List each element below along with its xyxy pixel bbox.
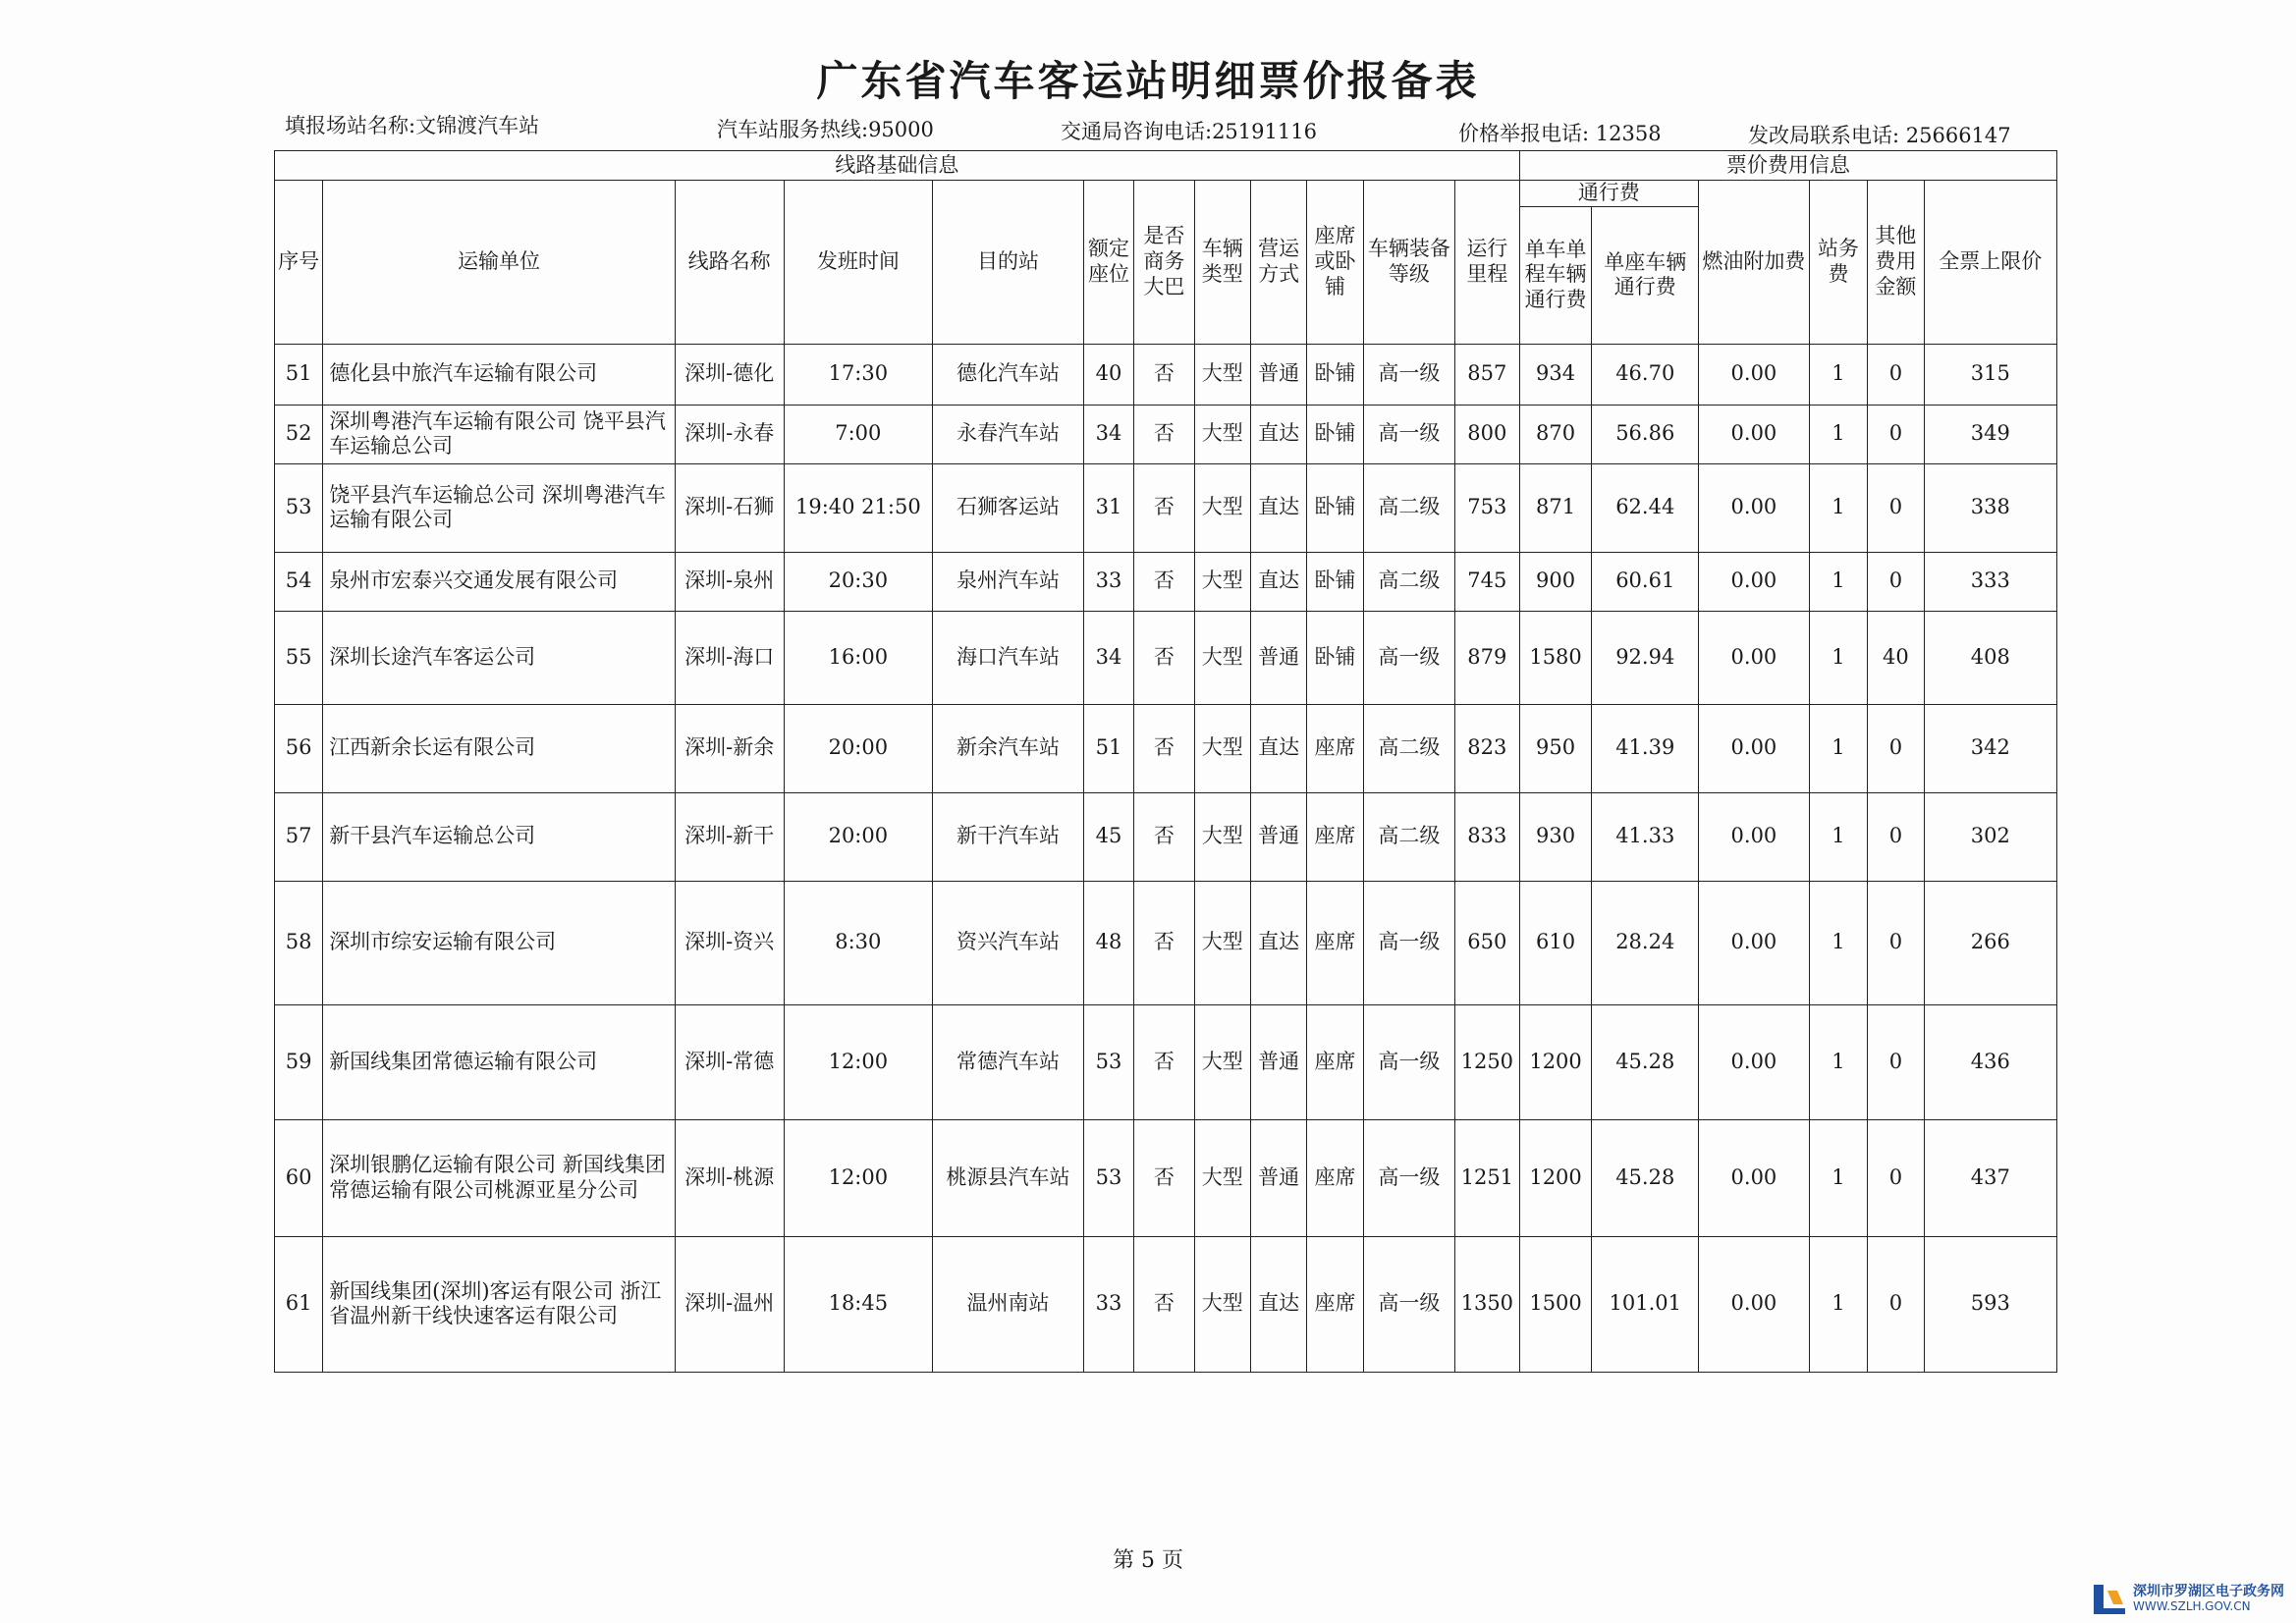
cell-departure: 19:40 21:50	[784, 463, 933, 552]
cell-service: 直达	[1250, 704, 1306, 792]
cell-departure: 12:00	[784, 1119, 933, 1236]
cell-toll-vehicle: 1580	[1519, 611, 1592, 704]
cell-other: 0	[1868, 1236, 1924, 1372]
col-header-route: 线路名称	[675, 181, 784, 345]
cell-mileage: 1350	[1454, 1236, 1519, 1372]
cell-station-fee: 1	[1809, 463, 1867, 552]
cell-vehicle-type: 大型	[1194, 463, 1250, 552]
col-header-service: 营运方式	[1250, 181, 1306, 345]
cell-mileage: 650	[1454, 881, 1519, 1004]
cell-company: 饶平县汽车运输总公司 深圳粤港汽车运输有限公司	[323, 463, 676, 552]
cell-seat-berth: 座席	[1307, 881, 1363, 1004]
site-url: WWW.SZLH.GOV.CN	[2133, 1599, 2251, 1613]
cell-seats: 33	[1083, 552, 1133, 611]
site-name: 深圳市罗湖区电子政务网	[2133, 1584, 2284, 1599]
group-header-fee: 票价费用信息	[1519, 151, 2056, 181]
table-row	[275, 881, 2057, 1004]
cell-station-fee: 1	[1809, 611, 1867, 704]
cell-destination: 桃源县汽车站	[933, 1119, 1084, 1236]
cell-mileage: 833	[1454, 792, 1519, 881]
cell-route: 深圳-温州	[675, 1236, 784, 1372]
cell-destination: 永春汽车站	[933, 405, 1084, 463]
cell-fuel: 0.00	[1699, 792, 1810, 881]
group-header-toll: 通行费	[1519, 181, 1698, 207]
cell-mileage: 753	[1454, 463, 1519, 552]
cell-service: 普通	[1250, 1004, 1306, 1119]
cell-business: 否	[1134, 405, 1194, 463]
cell-grade: 高二级	[1363, 792, 1454, 881]
cell-seat-berth: 卧铺	[1307, 611, 1363, 704]
cell-station-fee: 1	[1809, 704, 1867, 792]
cell-grade: 高一级	[1363, 881, 1454, 1004]
cell-seats: 51	[1083, 704, 1133, 792]
table-row	[275, 611, 2057, 704]
cell-destination: 温州南站	[933, 1236, 1084, 1372]
cell-seats: 34	[1083, 611, 1133, 704]
cell-seat-berth: 座席	[1307, 1119, 1363, 1236]
cell-grade: 高一级	[1363, 611, 1454, 704]
cell-route: 深圳-德化	[675, 344, 784, 405]
table-row	[275, 1004, 2057, 1119]
col-header-grade: 车辆装备等级	[1363, 181, 1454, 345]
ndrc-phone: 发改局联系电话: 25666147	[1748, 124, 2011, 147]
cell-toll-vehicle: 1200	[1519, 1004, 1592, 1119]
cell-departure: 20:30	[784, 552, 933, 611]
cell-seat-berth: 座席	[1307, 1004, 1363, 1119]
cell-destination: 新干汽车站	[933, 792, 1084, 881]
cell-mileage: 745	[1454, 552, 1519, 611]
cell-service: 直达	[1250, 552, 1306, 611]
cell-departure: 7:00	[784, 405, 933, 463]
cell-max-price: 266	[1924, 881, 2056, 1004]
table-row	[275, 1236, 2057, 1372]
cell-toll-seat: 45.28	[1592, 1004, 1699, 1119]
price-report-phone: 价格举报电话: 12358	[1458, 122, 1662, 145]
cell-departure: 18:45	[784, 1236, 933, 1372]
cell-station-fee: 1	[1809, 792, 1867, 881]
cell-max-price: 408	[1924, 611, 2056, 704]
cell-service: 直达	[1250, 1236, 1306, 1372]
page-number: 第 5 页	[1113, 1548, 1183, 1573]
fare-table	[274, 150, 2057, 1373]
cell-seq: 61	[275, 1236, 323, 1372]
cell-company: 新国线集团(深圳)客运有限公司 浙江省温州新干线快速客运有限公司	[323, 1236, 676, 1372]
cell-service: 直达	[1250, 881, 1306, 1004]
cell-business: 否	[1134, 1004, 1194, 1119]
cell-seq: 58	[275, 881, 323, 1004]
cell-service: 普通	[1250, 344, 1306, 405]
cell-service: 直达	[1250, 405, 1306, 463]
cell-vehicle-type: 大型	[1194, 704, 1250, 792]
cell-company: 泉州市宏泰兴交通发展有限公司	[323, 552, 676, 611]
cell-destination: 海口汽车站	[933, 611, 1084, 704]
cell-company: 新干县汽车运输总公司	[323, 792, 676, 881]
cell-vehicle-type: 大型	[1194, 1004, 1250, 1119]
table-row	[275, 704, 2057, 792]
cell-vehicle-type: 大型	[1194, 405, 1250, 463]
cell-mileage: 1251	[1454, 1119, 1519, 1236]
cell-business: 否	[1134, 1119, 1194, 1236]
cell-seats: 48	[1083, 881, 1133, 1004]
cell-vehicle-type: 大型	[1194, 1236, 1250, 1372]
cell-max-price: 338	[1924, 463, 2056, 552]
cell-toll-vehicle: 870	[1519, 405, 1592, 463]
cell-mileage: 1250	[1454, 1004, 1519, 1119]
cell-business: 否	[1134, 344, 1194, 405]
table-row	[275, 405, 2057, 463]
cell-seats: 53	[1083, 1119, 1133, 1236]
cell-station-fee: 1	[1809, 881, 1867, 1004]
col-header-vehicle-type: 车辆类型	[1194, 181, 1250, 345]
cell-business: 否	[1134, 881, 1194, 1004]
cell-route: 深圳-泉州	[675, 552, 784, 611]
cell-fuel: 0.00	[1699, 611, 1810, 704]
cell-grade: 高一级	[1363, 1004, 1454, 1119]
cell-toll-seat: 92.94	[1592, 611, 1699, 704]
cell-toll-vehicle: 930	[1519, 792, 1592, 881]
cell-seq: 59	[275, 1004, 323, 1119]
cell-destination: 资兴汽车站	[933, 881, 1084, 1004]
cell-business: 否	[1134, 792, 1194, 881]
cell-fuel: 0.00	[1699, 405, 1810, 463]
col-header-departure: 发班时间	[784, 181, 933, 345]
cell-other: 0	[1868, 704, 1924, 792]
cell-other: 0	[1868, 881, 1924, 1004]
cell-seat-berth: 座席	[1307, 704, 1363, 792]
cell-seats: 53	[1083, 1004, 1133, 1119]
cell-destination: 新余汽车站	[933, 704, 1084, 792]
cell-business: 否	[1134, 463, 1194, 552]
cell-company: 新国线集团常德运输有限公司	[323, 1004, 676, 1119]
cell-seats: 40	[1083, 344, 1133, 405]
cell-toll-seat: 60.61	[1592, 552, 1699, 611]
cell-seats: 33	[1083, 1236, 1133, 1372]
site-watermark	[2090, 1579, 2291, 1618]
cell-vehicle-type: 大型	[1194, 552, 1250, 611]
cell-vehicle-type: 大型	[1194, 344, 1250, 405]
col-header-max-price: 全票上限价	[1924, 181, 2056, 345]
cell-fuel: 0.00	[1699, 344, 1810, 405]
cell-route: 深圳-永春	[675, 405, 784, 463]
cell-toll-vehicle: 900	[1519, 552, 1592, 611]
cell-seat-berth: 卧铺	[1307, 344, 1363, 405]
cell-other: 0	[1868, 1119, 1924, 1236]
col-header-toll-vehicle: 单车单程车辆通行费	[1519, 206, 1592, 344]
cell-departure: 16:00	[784, 611, 933, 704]
col-header-business: 是否商务大巴	[1134, 181, 1194, 345]
col-header-destination: 目的站	[933, 181, 1084, 345]
cell-toll-vehicle: 1500	[1519, 1236, 1592, 1372]
cell-seq: 53	[275, 463, 323, 552]
cell-toll-seat: 45.28	[1592, 1119, 1699, 1236]
cell-seat-berth: 卧铺	[1307, 463, 1363, 552]
cell-grade: 高一级	[1363, 405, 1454, 463]
cell-business: 否	[1134, 704, 1194, 792]
cell-grade: 高一级	[1363, 344, 1454, 405]
cell-seat-berth: 卧铺	[1307, 552, 1363, 611]
cell-toll-seat: 41.39	[1592, 704, 1699, 792]
cell-seq: 54	[275, 552, 323, 611]
cell-fuel: 0.00	[1699, 1236, 1810, 1372]
table-row	[275, 792, 2057, 881]
cell-seq: 60	[275, 1119, 323, 1236]
cell-departure: 12:00	[784, 1004, 933, 1119]
cell-seq: 56	[275, 704, 323, 792]
col-header-fuel: 燃油附加费	[1699, 181, 1810, 345]
cell-service: 普通	[1250, 792, 1306, 881]
cell-toll-vehicle: 610	[1519, 881, 1592, 1004]
cell-other: 0	[1868, 463, 1924, 552]
cell-max-price: 436	[1924, 1004, 2056, 1119]
cell-max-price: 593	[1924, 1236, 2056, 1372]
cell-business: 否	[1134, 1236, 1194, 1372]
cell-other: 0	[1868, 792, 1924, 881]
cell-max-price: 342	[1924, 704, 2056, 792]
cell-fuel: 0.00	[1699, 552, 1810, 611]
site-logo-icon	[2090, 1579, 2129, 1618]
cell-max-price: 302	[1924, 792, 2056, 881]
cell-seats: 31	[1083, 463, 1133, 552]
cell-toll-vehicle: 934	[1519, 344, 1592, 405]
table-row	[275, 463, 2057, 552]
station-hotline: 汽车站服务热线:95000	[717, 118, 934, 141]
cell-business: 否	[1134, 611, 1194, 704]
cell-grade: 高二级	[1363, 704, 1454, 792]
cell-route: 深圳-资兴	[675, 881, 784, 1004]
cell-company: 德化县中旅汽车运输有限公司	[323, 344, 676, 405]
cell-station-fee: 1	[1809, 552, 1867, 611]
cell-route: 深圳-石狮	[675, 463, 784, 552]
cell-vehicle-type: 大型	[1194, 792, 1250, 881]
station-name: 填报场站名称:文锦渡汽车站	[285, 114, 540, 137]
cell-destination: 泉州汽车站	[933, 552, 1084, 611]
cell-seat-berth: 卧铺	[1307, 405, 1363, 463]
cell-toll-vehicle: 1200	[1519, 1119, 1592, 1236]
cell-grade: 高一级	[1363, 1119, 1454, 1236]
transport-bureau-phone: 交通局咨询电话:25191116	[1061, 120, 1317, 143]
cell-toll-seat: 46.70	[1592, 344, 1699, 405]
cell-other: 0	[1868, 1004, 1924, 1119]
cell-grade: 高二级	[1363, 552, 1454, 611]
col-header-mileage: 运行里程	[1454, 181, 1519, 345]
cell-station-fee: 1	[1809, 1236, 1867, 1372]
cell-toll-seat: 56.86	[1592, 405, 1699, 463]
cell-departure: 8:30	[784, 881, 933, 1004]
cell-station-fee: 1	[1809, 344, 1867, 405]
page-title: 广东省汽车客运站明细票价报备表	[816, 57, 1480, 105]
cell-grade: 高一级	[1363, 1236, 1454, 1372]
cell-destination: 德化汽车站	[933, 344, 1084, 405]
table-row	[275, 1119, 2057, 1236]
cell-station-fee: 1	[1809, 1004, 1867, 1119]
cell-toll-seat: 41.33	[1592, 792, 1699, 881]
cell-vehicle-type: 大型	[1194, 611, 1250, 704]
cell-station-fee: 1	[1809, 405, 1867, 463]
cell-max-price: 333	[1924, 552, 2056, 611]
cell-fuel: 0.00	[1699, 1119, 1810, 1236]
cell-seat-berth: 座席	[1307, 1236, 1363, 1372]
cell-mileage: 857	[1454, 344, 1519, 405]
col-header-seq: 序号	[275, 181, 323, 345]
cell-toll-vehicle: 950	[1519, 704, 1592, 792]
cell-fuel: 0.00	[1699, 704, 1810, 792]
cell-route: 深圳-新干	[675, 792, 784, 881]
cell-vehicle-type: 大型	[1194, 1119, 1250, 1236]
cell-max-price: 437	[1924, 1119, 2056, 1236]
cell-company: 江西新余长运有限公司	[323, 704, 676, 792]
col-header-other: 其他费用金额	[1868, 181, 1924, 345]
cell-service: 直达	[1250, 463, 1306, 552]
cell-company: 深圳粤港汽车运输有限公司 饶平县汽车运输总公司	[323, 405, 676, 463]
cell-station-fee: 1	[1809, 1119, 1867, 1236]
cell-seq: 52	[275, 405, 323, 463]
cell-other: 0	[1868, 552, 1924, 611]
col-header-toll-seat: 单座车辆通行费	[1592, 206, 1699, 344]
cell-business: 否	[1134, 552, 1194, 611]
cell-seats: 45	[1083, 792, 1133, 881]
cell-destination: 常德汽车站	[933, 1004, 1084, 1119]
col-header-company: 运输单位	[323, 181, 676, 345]
cell-departure: 17:30	[784, 344, 933, 405]
cell-route: 深圳-海口	[675, 611, 784, 704]
cell-other: 0	[1868, 405, 1924, 463]
cell-departure: 20:00	[784, 704, 933, 792]
cell-vehicle-type: 大型	[1194, 881, 1250, 1004]
cell-toll-seat: 62.44	[1592, 463, 1699, 552]
cell-other: 0	[1868, 344, 1924, 405]
cell-seq: 55	[275, 611, 323, 704]
cell-company: 深圳市综安运输有限公司	[323, 881, 676, 1004]
cell-route: 深圳-桃源	[675, 1119, 784, 1236]
cell-max-price: 349	[1924, 405, 2056, 463]
cell-mileage: 879	[1454, 611, 1519, 704]
cell-mileage: 823	[1454, 704, 1519, 792]
cell-fuel: 0.00	[1699, 463, 1810, 552]
cell-mileage: 800	[1454, 405, 1519, 463]
col-header-station-fee: 站务费	[1809, 181, 1867, 345]
cell-seq: 51	[275, 344, 323, 405]
table-row	[275, 552, 2057, 611]
cell-toll-seat: 28.24	[1592, 881, 1699, 1004]
cell-fuel: 0.00	[1699, 881, 1810, 1004]
col-header-seats: 额定座位	[1083, 181, 1133, 345]
cell-service: 普通	[1250, 611, 1306, 704]
cell-route: 深圳-常德	[675, 1004, 784, 1119]
cell-company: 深圳银鹏亿运输有限公司 新国线集团常德运输有限公司桃源亚星分公司	[323, 1119, 676, 1236]
cell-seq: 57	[275, 792, 323, 881]
cell-seat-berth: 座席	[1307, 792, 1363, 881]
cell-toll-vehicle: 871	[1519, 463, 1592, 552]
cell-toll-seat: 101.01	[1592, 1236, 1699, 1372]
table-row	[275, 344, 2057, 405]
cell-seats: 34	[1083, 405, 1133, 463]
cell-other: 40	[1868, 611, 1924, 704]
cell-company: 深圳长途汽车客运公司	[323, 611, 676, 704]
cell-grade: 高二级	[1363, 463, 1454, 552]
cell-max-price: 315	[1924, 344, 2056, 405]
col-header-seat-berth: 座席或卧铺	[1307, 181, 1363, 345]
report-info-bar	[285, 108, 2052, 147]
cell-service: 普通	[1250, 1119, 1306, 1236]
group-header-basic: 线路基础信息	[275, 151, 1520, 181]
cell-route: 深圳-新余	[675, 704, 784, 792]
cell-destination: 石狮客运站	[933, 463, 1084, 552]
cell-fuel: 0.00	[1699, 1004, 1810, 1119]
cell-departure: 20:00	[784, 792, 933, 881]
